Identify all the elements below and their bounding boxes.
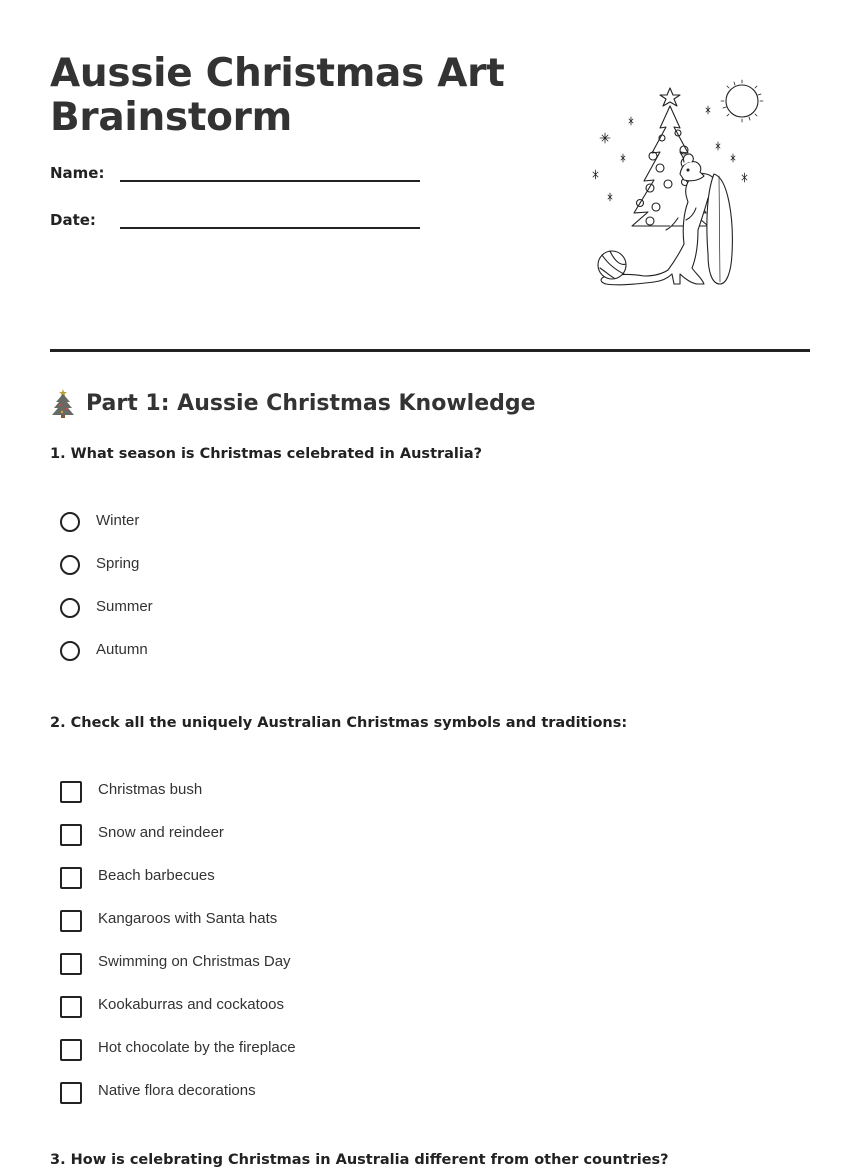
option-label: Autumn <box>96 641 148 658</box>
page-title <box>50 52 530 140</box>
checkbox[interactable] <box>60 996 82 1018</box>
header-divider <box>50 349 810 352</box>
q2-option-hot-chocolate[interactable] <box>60 1039 296 1082</box>
option-label: Kookaburras and cockatoos <box>98 996 284 1013</box>
checkbox[interactable] <box>60 867 82 889</box>
checkbox[interactable] <box>60 781 82 803</box>
checkbox[interactable] <box>60 824 82 846</box>
q1-option-autumn[interactable] <box>60 641 153 684</box>
radio-button[interactable] <box>60 641 80 661</box>
christmas-tree-icon <box>50 388 76 418</box>
date-label: Date: <box>50 211 96 229</box>
sun-icon <box>721 80 763 122</box>
question-1: 1. What season is Christmas celebrated in Australia? <box>50 446 483 462</box>
checkbox[interactable] <box>60 1039 82 1061</box>
q2-option-kookaburras[interactable] <box>60 996 296 1039</box>
part1-title-text: Part 1: Aussie Christmas Knowledge <box>86 390 536 416</box>
radio-button[interactable] <box>60 598 80 618</box>
radio-button[interactable] <box>60 555 80 575</box>
question-2: 2. Check all the uniquely Australian Christmas symbols and traditions: <box>50 715 628 731</box>
option-label: Beach barbecues <box>98 867 215 884</box>
q2-option-kangaroos-santa-hats[interactable] <box>60 910 296 953</box>
name-field[interactable] <box>50 164 430 194</box>
q1-option-winter[interactable] <box>60 512 153 555</box>
name-line[interactable] <box>120 180 420 182</box>
question-3: 3. How is celebrating Christmas in Australia different from other countries? <box>50 1152 669 1168</box>
option-label: Christmas bush <box>98 781 203 798</box>
q1-options <box>60 512 153 684</box>
radio-button[interactable] <box>60 512 80 532</box>
option-label: Swimming on Christmas Day <box>98 953 291 970</box>
checkbox[interactable] <box>60 953 82 975</box>
checkbox[interactable] <box>60 910 82 932</box>
title-line-2: Brainstorm <box>50 95 292 140</box>
date-field[interactable] <box>50 211 430 241</box>
q2-option-christmas-bush[interactable] <box>60 781 296 824</box>
title-line-1: Aussie Christmas Art <box>50 51 505 96</box>
q2-option-swimming[interactable] <box>60 953 296 996</box>
option-label: Winter <box>96 512 140 529</box>
q1-option-spring[interactable] <box>60 555 153 598</box>
option-label: Spring <box>96 555 140 572</box>
option-label: Summer <box>96 598 153 615</box>
part1-title <box>50 388 536 418</box>
beach-ball <box>598 251 626 279</box>
q1-option-summer[interactable] <box>60 598 153 641</box>
q2-option-native-flora[interactable] <box>60 1082 296 1125</box>
kangaroo-christmas-tree-icon <box>588 78 768 290</box>
name-label: Name: <box>50 164 105 182</box>
option-label: Kangaroos with Santa hats <box>98 910 278 927</box>
worksheet-header <box>50 0 810 416</box>
worksheet-page <box>50 0 810 1168</box>
checkbox[interactable] <box>60 1082 82 1104</box>
option-label: Hot chocolate by the fireplace <box>98 1039 296 1056</box>
option-label: Snow and reindeer <box>98 824 224 841</box>
q2-option-snow-reindeer[interactable] <box>60 824 296 867</box>
date-line[interactable] <box>120 227 420 229</box>
option-label: Native flora decorations <box>98 1082 256 1099</box>
q2-option-beach-barbecues[interactable] <box>60 867 296 910</box>
q2-options <box>60 781 296 1125</box>
